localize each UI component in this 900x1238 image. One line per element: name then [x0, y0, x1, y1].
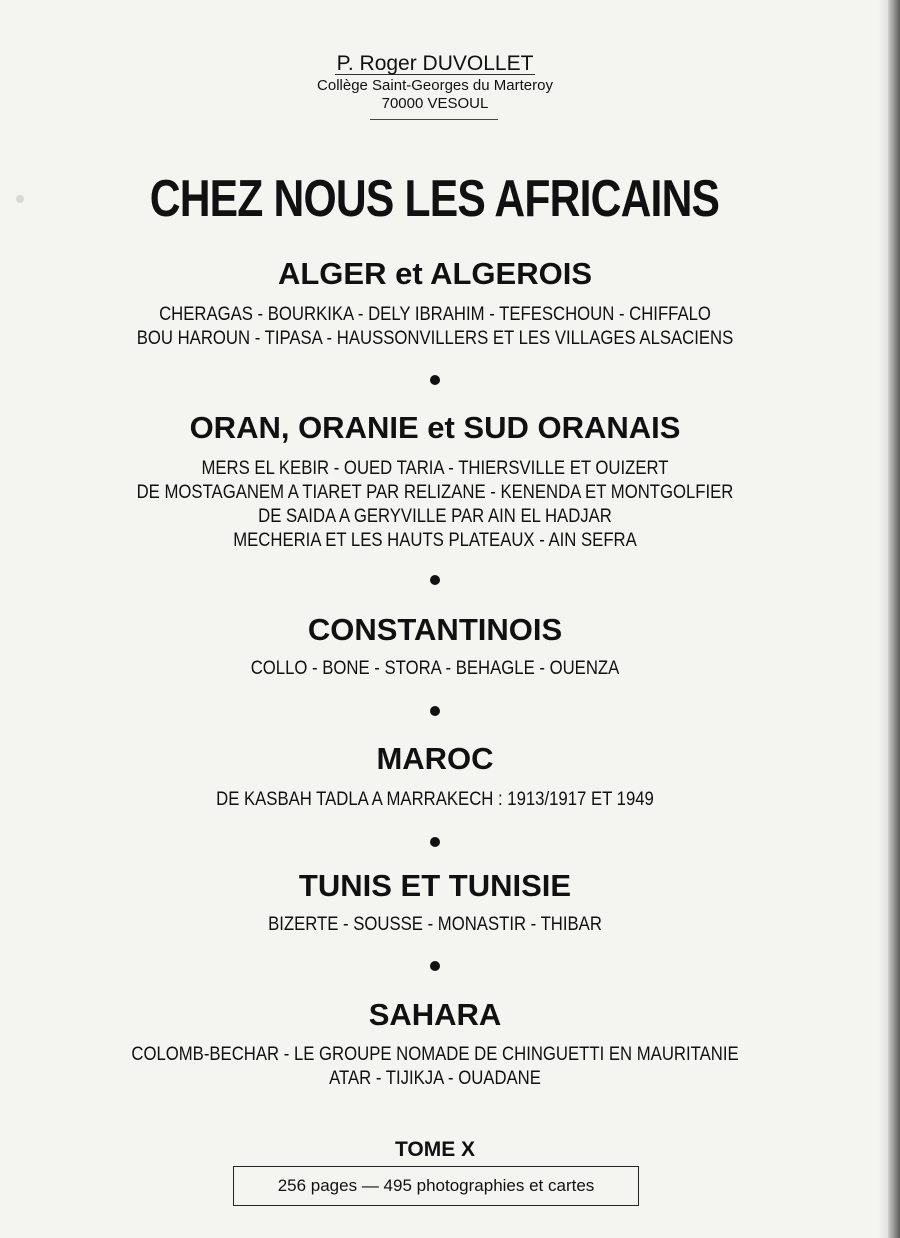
place-line: MERS EL KEBIR - OUED TARIA - THIERSVILLE ET OUIZERT	[201, 458, 669, 479]
section-heading-tunis: TUNIS ET TUNISIE	[298, 868, 572, 903]
section-separator-dot	[430, 961, 440, 971]
place-line: DE SAIDA A GERYVILLE PAR AIN EL HADJAR	[258, 506, 612, 527]
place-line: COLOMB-BECHAR - LE GROUPE NOMADE DE CHINGUETTI EN MAURITANIE	[131, 1044, 739, 1065]
pages-info-text: 256 pages — 495 photographies et cartes	[277, 1176, 595, 1195]
section-heading-maroc: MAROC	[376, 741, 494, 776]
place-line: MECHERIA ET LES HAUTS PLATEAUX - AIN SEFRA	[233, 530, 637, 551]
section-heading-alger: ALGER et ALGEROIS	[277, 256, 593, 291]
place-line: CHERAGAS - BOURKIKA - DELY IBRAHIM - TEFESCHOUN - CHIFFALO	[159, 304, 711, 325]
section-separator-dot	[430, 706, 440, 716]
author-college: Collège Saint-Georges du Marteroy	[317, 77, 553, 94]
place-line: BIZERTE - SOUSSE - MONASTIR - THIBAR	[268, 914, 602, 935]
section-places-oran	[52, 457, 818, 553]
place-line: DE MOSTAGANEM A TIARET PAR RELIZANE - KENENDA ET MONTGOLFIER	[136, 482, 734, 503]
section-heading-constantinois: CONSTANTINOIS	[307, 612, 563, 647]
place-line: BOU HAROUN - TIPASA - HAUSSONVILLERS ET LES VILLAGES ALSACIENS	[136, 328, 734, 349]
section-separator-dot	[430, 575, 440, 585]
author-name-line	[0, 52, 870, 75]
section-heading-sahara: SAHARA	[368, 997, 502, 1032]
place-line: ATAR - TIJIKJA - OUADANE	[329, 1068, 541, 1089]
section-separator-dot	[430, 837, 440, 847]
place-line: DE KASBAH TADLA A MARRAKECH : 1913/1917 ET 1949	[216, 789, 654, 810]
section-heading-oran: ORAN, ORANIE et SUD ORANAIS	[189, 410, 681, 445]
author-name: P. Roger DUVOLLET	[336, 52, 534, 75]
section-places-constantinois	[52, 657, 818, 681]
paper-speck	[16, 195, 24, 203]
page-edge-shadow	[888, 0, 900, 1238]
place-line: COLLO - BONE - STORA - BEHAGLE - OUENZA	[250, 658, 620, 679]
page-edge-gradient	[878, 0, 888, 1238]
author-city: 70000 VESOUL	[381, 95, 489, 112]
section-places-alger	[52, 303, 818, 351]
tome-label: TOME X	[394, 1138, 476, 1161]
section-places-maroc	[52, 788, 818, 812]
section-places-tunis	[52, 913, 818, 937]
author-divider	[370, 119, 498, 120]
section-places-sahara	[52, 1043, 818, 1091]
pages-info-box	[233, 1166, 639, 1206]
section-separator-dot	[430, 375, 440, 385]
book-title: CHEZ NOUS LES AFRICAINS	[149, 170, 720, 228]
